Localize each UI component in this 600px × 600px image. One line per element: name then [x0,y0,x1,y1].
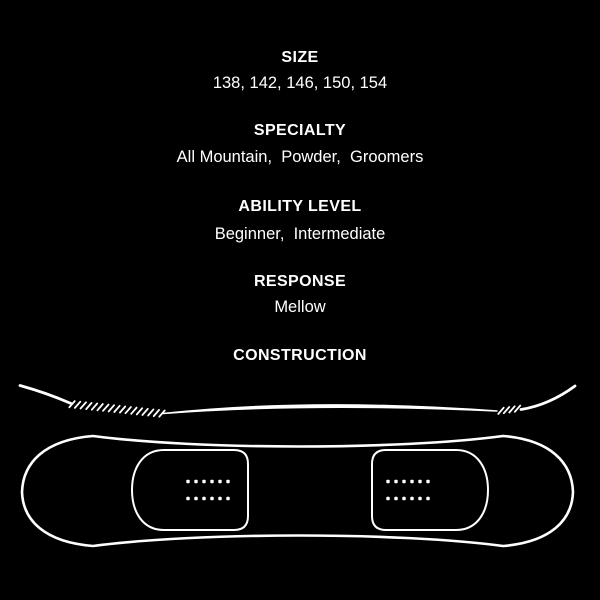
insert-holes-left [186,480,229,500]
spec-label-response: RESPONSE [253,273,347,290]
spec-value-ability-level: Beginner, Intermediate [214,225,386,243]
insert-holes-right [386,480,429,500]
board-outline [22,436,573,546]
profile-rocker-hatch-right [498,406,520,414]
spec-label-ability-level: ABILITY LEVEL [238,198,362,215]
top-view-diagram [22,436,573,546]
spec-value-specialty: All Mountain, Powder, Groomers [176,148,424,166]
side-profile-diagram [20,386,575,417]
spec-label-size: SIZE [281,49,319,66]
spec-label-construction: CONSTRUCTION [233,347,367,364]
profile-nose-line [20,386,71,404]
spec-value-size: 138, 142, 146, 150, 154 [212,74,388,92]
spec-value-response: Mellow [274,298,326,316]
profile-rocker-hatch-left [69,401,164,417]
insert-pack-left [132,450,248,530]
construction-diagram [0,380,600,600]
profile-tail-line [521,386,575,410]
insert-pack-right [372,450,488,530]
spec-label-specialty: SPECIALTY [253,122,347,139]
profile-camber-line [163,405,497,414]
